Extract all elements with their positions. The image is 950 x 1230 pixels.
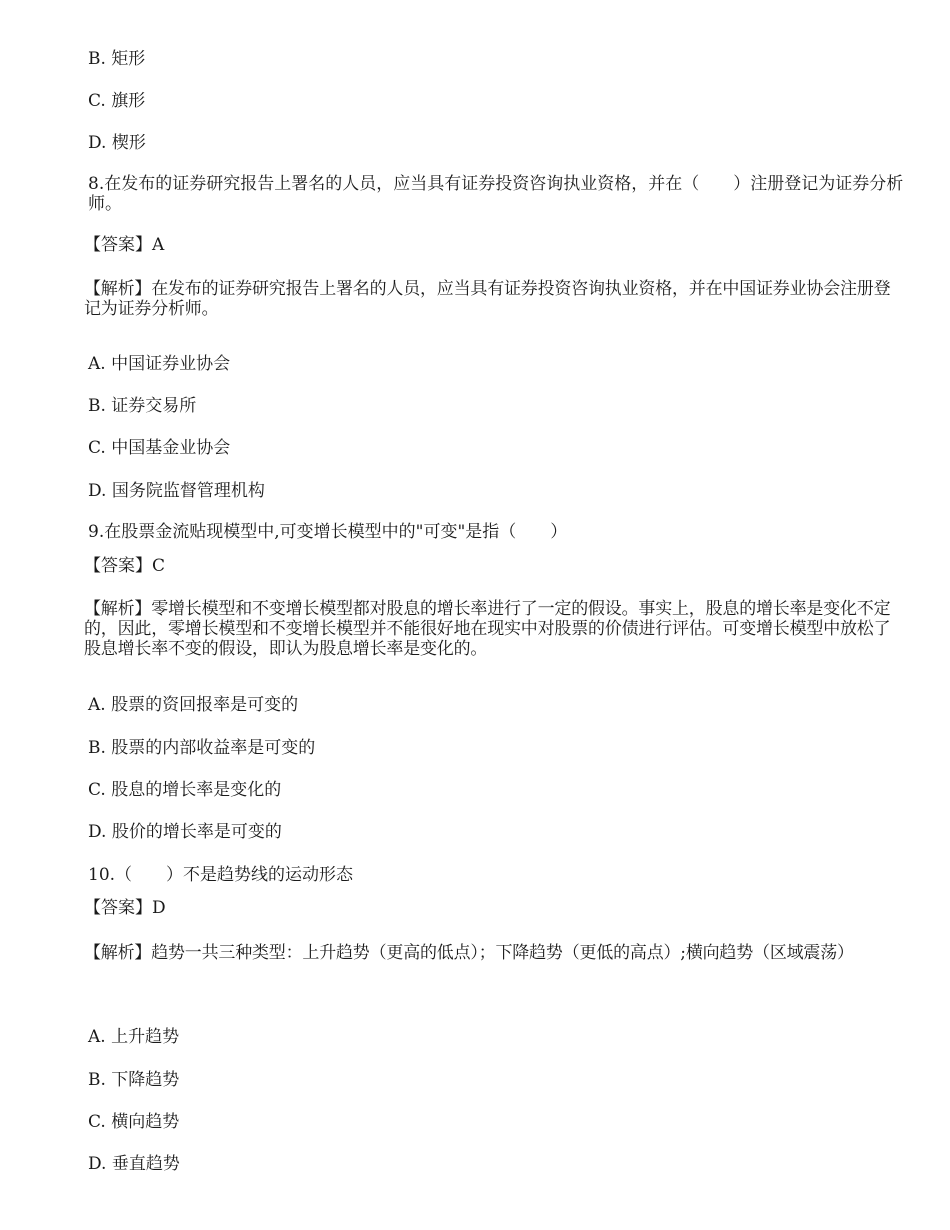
q10-option-b: B. 下降趋势: [88, 1070, 180, 1090]
q9-answer: 【答案】C: [84, 556, 166, 576]
q8-question: 8.在发布的证券研究报告上署名的人员，应当具有证券投资咨询执业资格，并在（ ）注册登记为证券分析师。: [88, 174, 904, 214]
q9-option-c: C. 股息的增长率是变化的: [88, 780, 282, 800]
q7-option-d: D. 楔形: [88, 133, 146, 153]
q7-option-c: C. 旗形: [88, 91, 146, 111]
q9-option-b: B. 股票的内部收益率是可变的: [88, 738, 316, 758]
q8-option-a: A. 中国证券业协会: [88, 354, 231, 374]
q9-analysis: 【解析】零增长模型和不变增长模型都对股息的增长率进行了一定的假设。事实上，股息的增长率是变化不定的，因此，零增长模型和不变增长模型并不能很好地在现实中对股票的价债进行评估。可变增长模型中放松了股息增长率不变的假设，即认为股息增长率是变化的。: [84, 599, 891, 659]
q10-question: 10.（ ）不是趋势线的运动形态: [88, 865, 354, 885]
q10-answer: 【答案】D: [84, 898, 166, 918]
q10-option-d: D. 垂直趋势: [88, 1154, 180, 1174]
q8-analysis: 【解析】在发布的证券研究报告上署名的人员，应当具有证券投资咨询执业资格，并在中国证券业协会注册登记为证券分析师。: [84, 279, 891, 319]
q8-option-d: D. 国务院监督管理机构: [88, 481, 265, 501]
q8-answer: 【答案】A: [84, 235, 165, 255]
q8-option-c: C. 中国基金业协会: [88, 438, 231, 458]
q9-option-d: D. 股价的增长率是可变的: [88, 822, 282, 842]
q9-question: 9.在股票金流贴现模型中,可变增长模型中的"可变"是指（ ）: [88, 522, 568, 542]
q7-option-b: B. 矩形: [88, 49, 146, 69]
q10-analysis: 【解析】趋势一共三种类型：上升趋势（更高的低点）；下降趋势（更低的高点）;横向趋势（区域震荡）: [84, 943, 854, 963]
q8-option-b: B. 证券交易所: [88, 396, 197, 416]
q10-option-a: A. 上升趋势: [88, 1027, 180, 1047]
q10-option-c: C. 横向趋势: [88, 1112, 180, 1132]
q9-option-a: A. 股票的资回报率是可变的: [88, 695, 299, 715]
